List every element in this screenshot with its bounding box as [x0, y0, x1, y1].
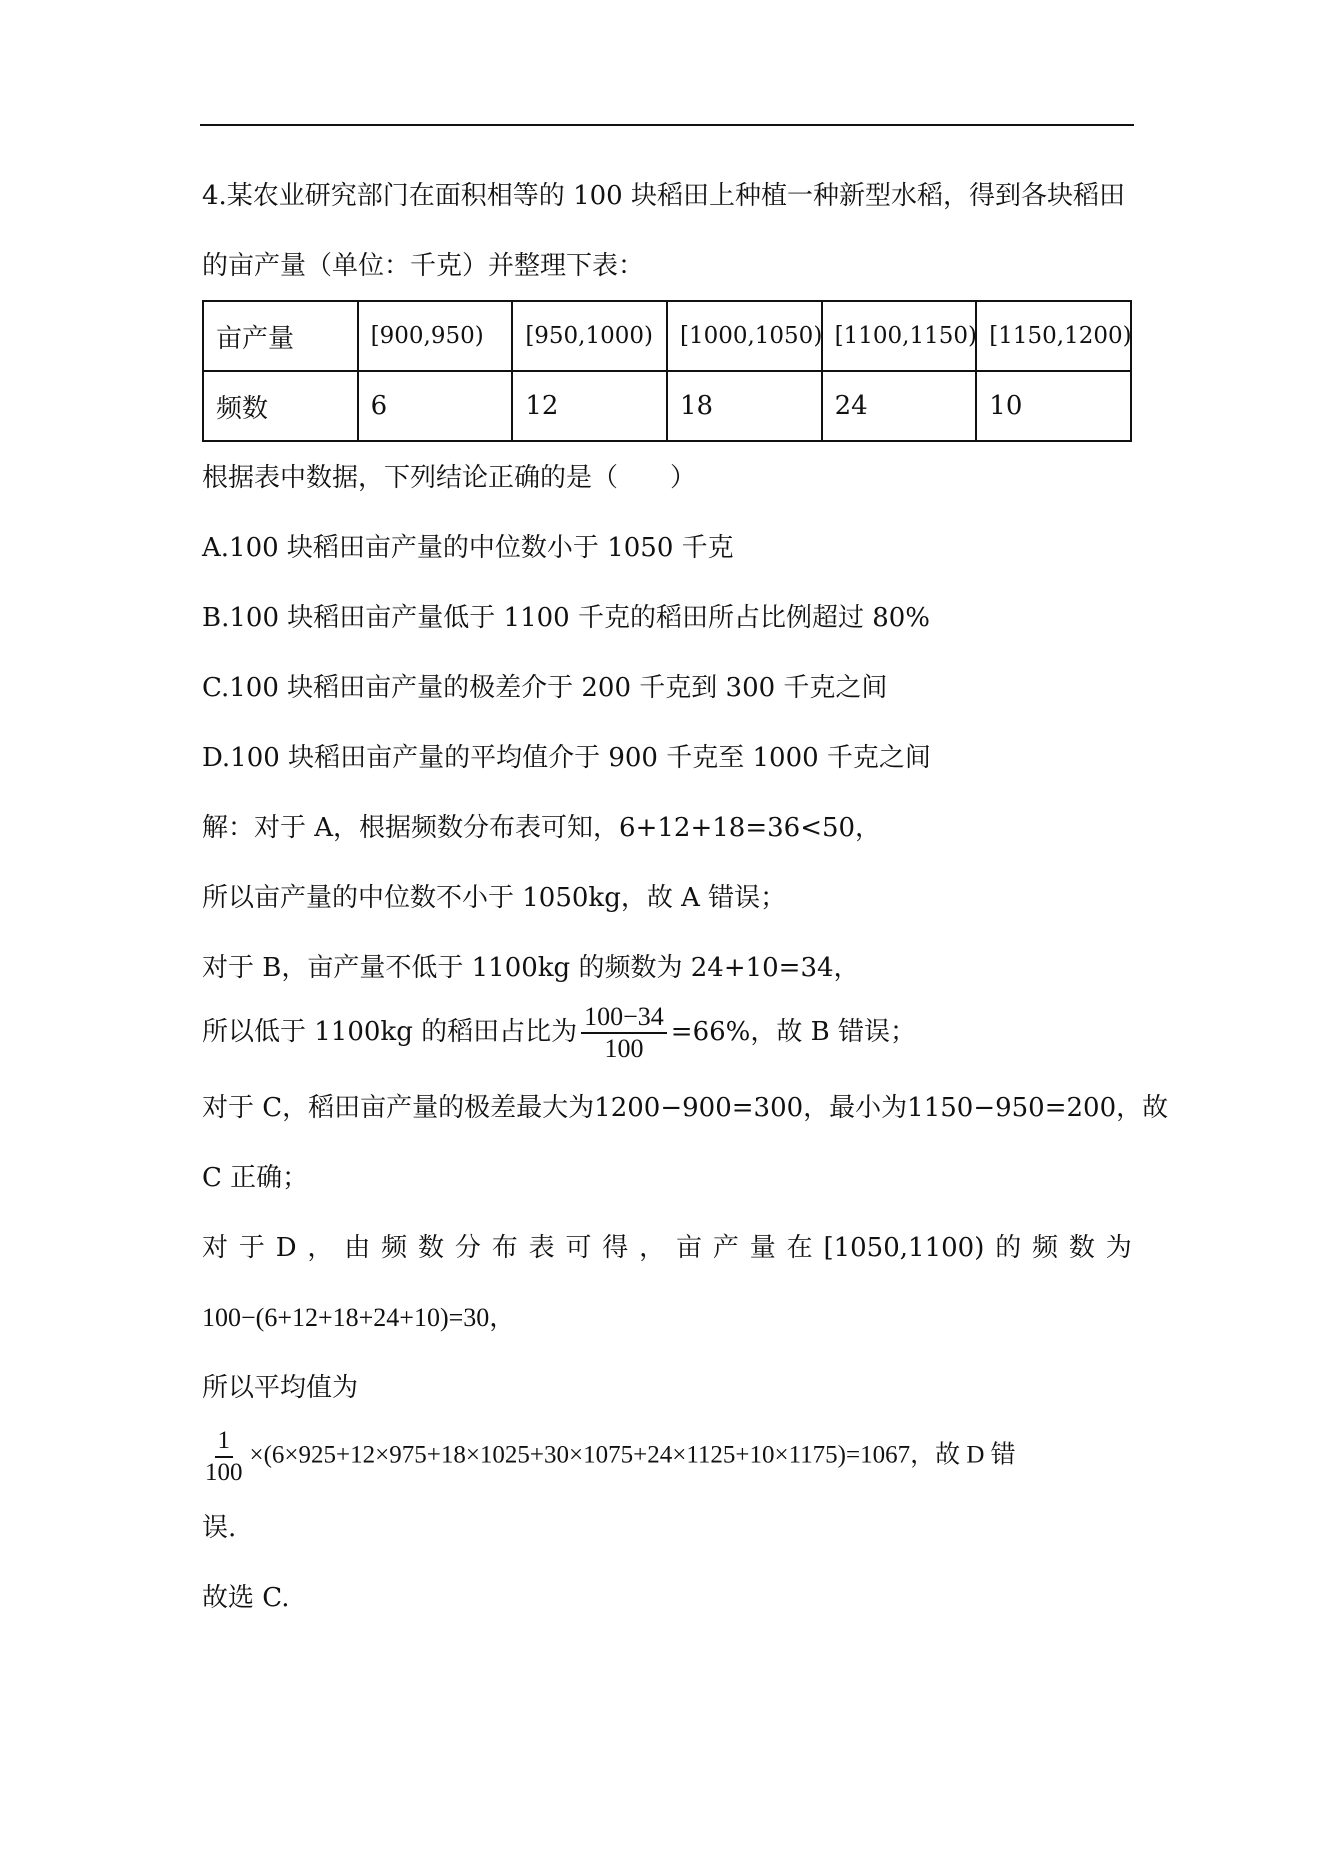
word: 在 — [786, 1233, 813, 1263]
word: 可 — [565, 1233, 592, 1263]
solution-line-7 — [202, 1230, 1132, 1266]
option-b: B.100 块稻田亩产量低于 1100 千克的稻田所占比例超过 80% — [202, 603, 931, 633]
word: [1050,1100) — [823, 1233, 985, 1263]
solution-line-1: 解：对于 A，根据频数分布表可知，6+12+18=36<50， — [202, 813, 882, 843]
table-frequency-cell: 18 — [667, 371, 822, 441]
fraction-denominator: 100 — [604, 1034, 644, 1063]
word: 表 — [528, 1233, 555, 1263]
table-frequency-cell: 6 — [358, 371, 513, 441]
question-stem-line1: 4.某农业研究部门在面积相等的 100 块稻田上种植一种新型水稻，得到各块稻田 — [202, 181, 1125, 211]
solution-conclusion: 故选 C. — [202, 1583, 290, 1613]
fraction — [202, 1426, 246, 1488]
word: 为 — [1105, 1233, 1132, 1263]
option-d: D.100 块稻田亩产量的平均值介于 900 千克至 1000 千克之间 — [202, 743, 931, 773]
word: 于 — [238, 1233, 265, 1263]
option-a: A.100 块稻田亩产量的中位数小于 1050 千克 — [202, 533, 734, 563]
table-interval-cell: [1000,1050) — [667, 301, 822, 371]
table-frequency-cell: 10 — [976, 371, 1131, 441]
frequency-table — [202, 300, 1132, 442]
word: 的 — [995, 1233, 1022, 1263]
table-interval-cell: [950,1000) — [512, 301, 667, 371]
solution-line-4-prefix: 所以低于 1100kg 的稻田占比为 — [202, 1017, 578, 1047]
table-interval-cell: [1150,1200) — [976, 301, 1131, 371]
table-interval-cell: [900,950) — [358, 301, 513, 371]
header-rule — [200, 124, 1134, 126]
word: 数 — [418, 1233, 445, 1263]
solution-line-3: 对于 B，亩产量不低于 1100kg 的频数为 24+10=34， — [202, 953, 860, 983]
word: 亩 — [676, 1233, 703, 1263]
word: 频 — [1032, 1233, 1059, 1263]
fraction-numerator: 1 — [215, 1426, 234, 1458]
solution-line-10-text: ×(6×925+12×975+18×1025+30×1075+24×1125+10×1175)=1067，故 D 错 — [249, 1441, 1016, 1469]
question-stem-line2: 的亩产量（单位：千克）并整理下表： — [202, 251, 645, 281]
solution-line-5: 对于 C，稻田亩产量的极差最大为1200−900=300，最小为1150−950=200，故 — [202, 1093, 1169, 1123]
fraction-numerator: 100−34 — [581, 1002, 667, 1034]
solution-line-6: C 正确； — [202, 1163, 309, 1193]
word: 布 — [491, 1233, 518, 1263]
word: 得 — [602, 1233, 629, 1263]
word: 频 — [381, 1233, 408, 1263]
solution-line-11: 误. — [202, 1513, 237, 1543]
word: ， — [307, 1233, 334, 1263]
fraction-denominator: 100 — [205, 1459, 243, 1486]
fraction — [581, 1002, 667, 1064]
solution-line-2: 所以亩产量的中位数不小于 1050kg，故 A 错误； — [202, 883, 787, 913]
solution-line-9: 所以平均值为 — [202, 1373, 359, 1403]
word: 对 — [202, 1233, 229, 1263]
word: 产 — [712, 1233, 739, 1263]
word: ， — [639, 1233, 666, 1263]
table-header-yield: 亩产量 — [203, 301, 358, 371]
solution-line-4 — [202, 1002, 916, 1064]
option-c: C.100 块稻田亩产量的极差介于 200 千克到 300 千克之间 — [202, 673, 888, 703]
word: 数 — [1068, 1233, 1095, 1263]
word: D — [275, 1233, 297, 1263]
table-row — [203, 371, 1131, 441]
solution-line-10 — [202, 1426, 1016, 1488]
solution-line-8: 100−(6+12+18+24+10)=30， — [202, 1303, 516, 1332]
table-frequency-cell: 24 — [822, 371, 977, 441]
table-interval-cell: [1100,1150) — [822, 301, 977, 371]
table-header-frequency: 频数 — [203, 371, 358, 441]
word: 量 — [749, 1233, 776, 1263]
solution-line-4-suffix: =66%，故 B 错误； — [670, 1017, 916, 1047]
question-prompt: 根据表中数据，下列结论正确的是（ ） — [202, 463, 697, 493]
word: 由 — [344, 1233, 371, 1263]
table-row — [203, 301, 1131, 371]
word: 分 — [454, 1233, 481, 1263]
table-frequency-cell: 12 — [512, 371, 667, 441]
